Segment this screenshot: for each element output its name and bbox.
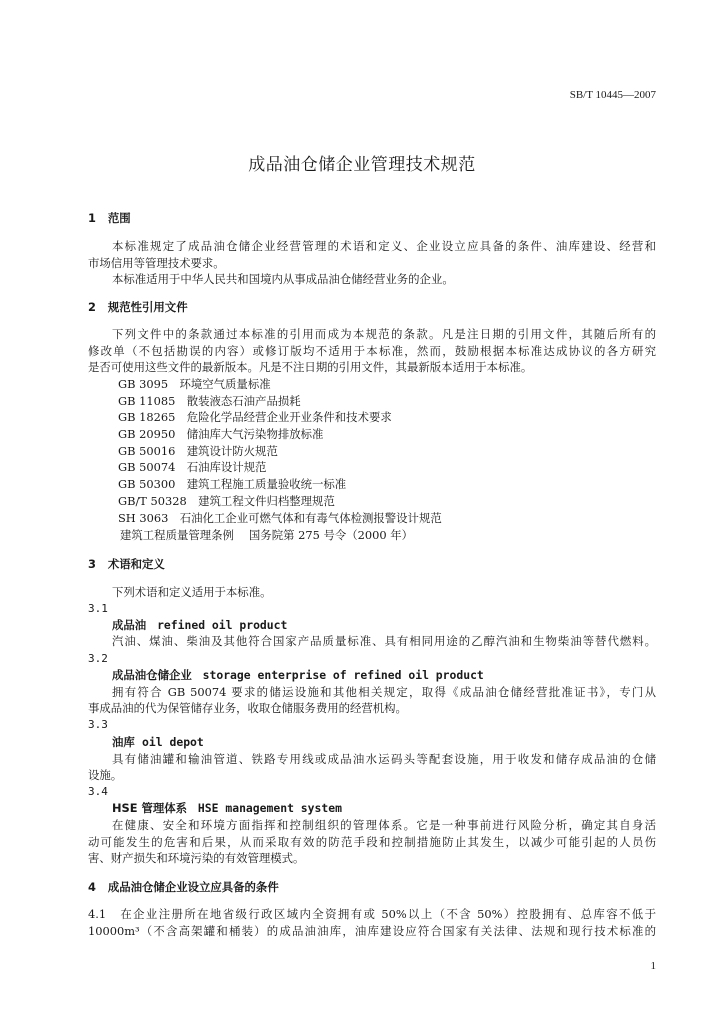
reference-item: GB 50016 建筑设计防火规范	[118, 444, 278, 458]
term-english: oil depot	[142, 735, 204, 749]
clause-text: 4.1 在企业注册所在地省级行政区域内全资拥有或 50%以上（不含 50%）控股拥有、总库容不低于	[88, 907, 656, 921]
section-number: 4	[88, 880, 96, 894]
section-2-heading	[88, 300, 656, 314]
section-number: 2	[88, 300, 96, 314]
paragraph-line: 本标准规定了成品油仓储企业经营管理的术语和定义、企业设立应具备的条件、油库建设、经营和	[112, 239, 656, 253]
reference-item: GB 20950 储油库大气污染物排放标准	[118, 427, 324, 441]
term-number: 3.4	[88, 785, 108, 798]
term-english: HSE management system	[197, 801, 342, 815]
reference-item: SH 3063 石油化工企业可燃气体和有毒气体检测报警设计规范	[118, 511, 442, 525]
term-number: 3.3	[88, 718, 108, 731]
reference-item: GB 18265 危险化学品经营企业开业条件和技术要求	[118, 410, 392, 424]
section-title: 术语和定义	[107, 557, 165, 571]
section-title: 规范性引用文件	[107, 300, 188, 314]
reference-item: GB 50300 建筑工程施工质量验收统一标准	[118, 477, 347, 491]
page-number: 1	[650, 960, 656, 972]
section-number: 3	[88, 557, 96, 571]
page-title: 成品油仓储企业管理技术规范	[248, 155, 476, 175]
paragraph-line: 市场信用等管理技术要求。	[88, 256, 225, 270]
term-definition: 具有储油罐和输油管道、铁路专用线或成品油水运码头等配套设施，用于收发和储存成品油的仓储	[112, 752, 656, 766]
reference-item: GB 3095 环境空气质量标准	[118, 377, 271, 391]
term-number: 3.2	[88, 652, 108, 665]
section-1-heading	[88, 211, 656, 225]
paragraph-line: 是否可使用这些文件的最新版本。凡是不注日期的引用文件，其最新版本适用于本标准。	[88, 360, 533, 374]
reference-item: GB 11085 散装液态石油产品损耗	[118, 394, 301, 408]
term-definition: 害、财产损失和环境污染的有效管理模式。	[88, 851, 305, 865]
paragraph-line: 下列文件中的条款通过本标准的引用而成为本规范的条款。凡是注日期的引用文件，其随后所有的	[112, 327, 656, 341]
standard-code: SB/T 10445—2007	[569, 89, 656, 101]
clause-text: 10000m³（不含高架罐和桶装）的成品油油库，油库建设应符合国家有关法律、法规和现行技术标准的	[88, 924, 656, 938]
paragraph-line: 修改单（不包括勘误的内容）或修订版均不适用于本标准，然而，鼓励根据本标准达成协议的各方研究	[88, 344, 656, 358]
term-number: 3.1	[88, 602, 108, 615]
term-chinese: 成品油	[112, 618, 147, 632]
term-heading	[112, 668, 656, 682]
section-3-heading	[88, 557, 656, 571]
term-heading	[112, 735, 656, 749]
section-number: 1	[88, 211, 96, 225]
term-heading	[112, 618, 656, 632]
term-english: refined oil product	[157, 618, 288, 632]
paragraph-line: 本标准适用于中华人民共和国境内从事成品油仓储经营业务的企业。	[112, 272, 454, 286]
paragraph-line: 下列术语和定义适用于本标准。	[112, 585, 272, 599]
term-definition: 汽油、煤油、柴油及其他符合国家产品质量标准、具有相同用途的乙醇汽油和生物柴油等替代燃料。	[112, 634, 656, 648]
term-chinese: 成品油仓储企业	[112, 668, 192, 682]
section-title: 范围	[107, 211, 131, 225]
section-4-heading	[88, 880, 656, 894]
term-english: storage enterprise of refined oil product	[202, 668, 484, 682]
term-definition: 设施。	[88, 768, 123, 782]
reference-item: GB 50074 石油库设计规范	[118, 460, 267, 474]
section-title: 成品油仓储企业设立应具备的条件	[107, 880, 279, 894]
reference-item: GB/T 50328 建筑工程文件归档整理规范	[118, 494, 335, 508]
reference-item: 建筑工程质量管理条例 国务院第 275 号令（2000 年）	[120, 528, 414, 542]
term-heading	[112, 801, 656, 815]
term-definition: 事成品油的代为保管储存业务，收取仓储服务费用的经营机构。	[88, 701, 407, 715]
term-definition: 动可能发生的危害和后果，从而采取有效的防范手段和控制措施防止其发生，以减少可能引起的人员伤	[88, 835, 656, 849]
term-definition: 在健康、安全和环境方面指挥和控制组织的管理体系。它是一种事前进行风险分析，确定其自身活	[112, 818, 656, 832]
term-chinese: HSE 管理体系	[112, 801, 188, 815]
term-chinese: 油库	[112, 735, 135, 749]
term-definition: 拥有符合 GB 50074 要求的储运设施和其他相关规定，取得《成品油仓储经营批准证书》，专门从	[112, 685, 656, 699]
